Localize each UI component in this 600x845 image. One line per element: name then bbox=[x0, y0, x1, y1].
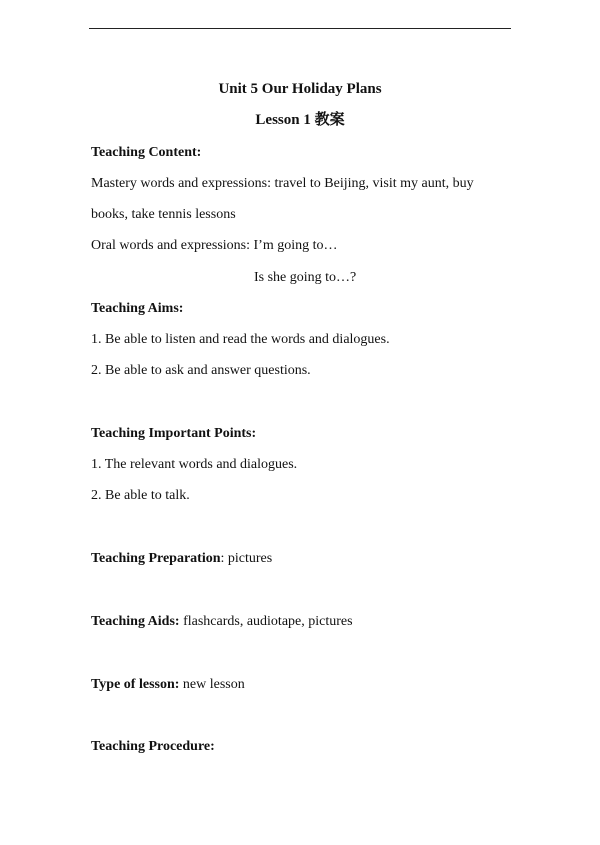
teaching-aims-heading: Teaching Aims: bbox=[91, 301, 184, 316]
aids-value: flashcards, audiotape, pictures bbox=[179, 614, 353, 629]
teaching-preparation bbox=[91, 551, 272, 567]
points-item-1: 1. The relevant words and dialogues. bbox=[91, 457, 298, 472]
lesson-type-label: Type of lesson: bbox=[91, 677, 180, 692]
doc-title: Unit 5 Our Holiday Plans bbox=[218, 81, 382, 97]
mastery-line-1: Mastery words and expressions: travel to Beijing, visit my aunt, buy bbox=[91, 176, 474, 191]
lesson-type bbox=[91, 677, 245, 693]
teaching-procedure-heading: Teaching Procedure: bbox=[91, 739, 215, 754]
important-points-heading: Teaching Important Points: bbox=[91, 426, 257, 441]
aims-item-2: 2. Be able to ask and answer questions. bbox=[91, 363, 311, 378]
aids-label: Teaching Aids: bbox=[91, 614, 180, 629]
preparation-label: Teaching Preparation bbox=[91, 551, 221, 566]
teaching-content-heading: Teaching Content: bbox=[91, 145, 202, 160]
oral-question: Is she going to…? bbox=[254, 270, 357, 285]
aims-item-1: 1. Be able to listen and read the words and dialogues. bbox=[91, 332, 390, 347]
teaching-aids bbox=[91, 614, 353, 630]
doc-subtitle: Lesson 1 教案 bbox=[255, 112, 345, 128]
header-rule bbox=[89, 28, 511, 29]
oral-line: Oral words and expressions: I’m going to… bbox=[91, 238, 338, 253]
mastery-line-2: books, take tennis lessons bbox=[91, 207, 236, 222]
preparation-value: : pictures bbox=[220, 551, 273, 566]
points-item-2: 2. Be able to talk. bbox=[91, 488, 190, 503]
lesson-type-value: new lesson bbox=[179, 677, 245, 692]
